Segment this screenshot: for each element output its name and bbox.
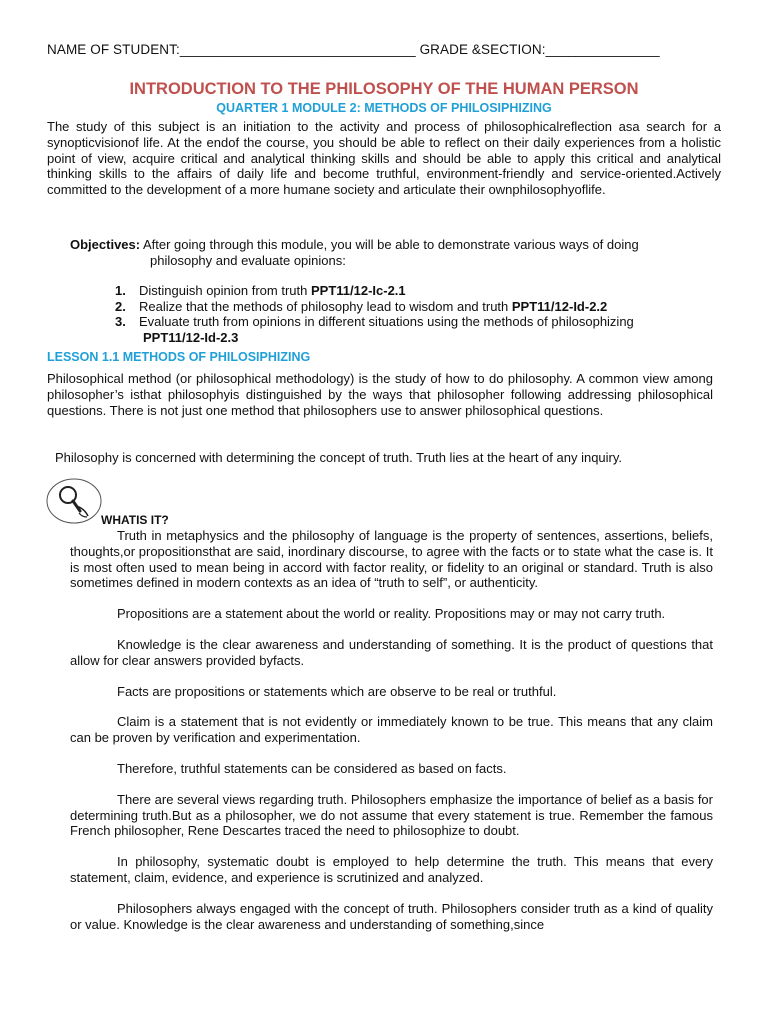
body-section <box>70 528 713 932</box>
student-info-line <box>47 42 660 57</box>
method-section <box>47 371 713 418</box>
truth-statement: Philosophy is concerned with determining the concept of truth. Truth lies at the heart of any inquiry. <box>55 450 623 465</box>
body-paragraph: Truth in metaphysics and the philosophy of language is the property of sentences, assertions, beliefs, thoughts,or propositionsthat are said, inordinary discourse, to agree with the facts or to state what the case is. It is most often used to mean being in accord with factor reality, or fidelity to an original or standard. Truth is also sometimes defined in modern contexts as an idea of “truth to self”, or authenticity. <box>70 528 713 591</box>
name-label: NAME OF STUDENT: <box>47 42 180 57</box>
objectives-text-line2: philosophy and evaluate opinions: <box>150 252 346 268</box>
name-blank: _______________________________ <box>179 42 416 57</box>
competency-code: PPT11/12-Id-2.2 <box>511 298 608 314</box>
objectives-list <box>115 283 715 345</box>
intro-paragraph: The study of this subject is an initiation to the activity and process of philosophicalreflection asa search for a synopticvisionof life. At the endof the course, you should be able to reflect on their daily experiences from a holistic point of view, acquire critical and analytical thinking skills and should be able to apply this critical and analytical thinking skills to the affairs of daily life and become truthful, environment-friendly and service-oriented.Actively committed to the development of a more humane society and articulate their ownphilosophyoflife. <box>47 119 721 198</box>
competency-code: PPT11/12-Ic-2.1 <box>310 283 406 298</box>
objective-item: 3. Evaluate truth from opinions in different situations using the methods of philosophizing PPT11/12-Id-2.3 <box>115 314 634 345</box>
objectives-text-line1: After going through this module, you will be able to demonstrate various ways of doing <box>140 237 639 252</box>
grade-label: GRADE &SECTION: <box>419 42 546 57</box>
body-paragraph: Knowledge is the clear awareness and understanding of something. It is the product of questions that allow for clear answers provided byfacts. <box>70 636 713 668</box>
document-title: INTRODUCTION TO THE PHILOSOPHY OF THE HUMAN PERSON <box>129 80 639 98</box>
lesson-heading: LESSON 1.1 METHODS OF PHILOSIPHIZING <box>47 350 311 364</box>
body-paragraph: Philosophers always engaged with the concept of truth. Philosophers consider truth as a kind of quality or value. Knowledge is the clear awareness and understanding of something,since <box>70 900 713 932</box>
magnifier-icon <box>46 478 102 524</box>
module-subtitle: QUARTER 1 MODULE 2: METHODS OF PHILOSIPHIZING <box>216 101 552 115</box>
body-paragraph: Therefore, truthful statements can be considered as based on facts. <box>117 760 507 776</box>
objective-item: 1. Distinguish opinion from truth PPT11/12-Ic-2.1 <box>115 283 406 298</box>
objectives-intro <box>70 237 710 253</box>
whatis-heading: WHATIS IT? <box>101 513 169 527</box>
intro-section <box>47 119 721 198</box>
body-paragraph: Facts are propositions or statements which are observe to be real or truthful. <box>117 683 557 699</box>
body-paragraph: Propositions are a statement about the world or reality. Propositions may or may not carry truth. <box>117 606 666 622</box>
body-paragraph: There are several views regarding truth. Philosophers emphasize the importance of belief as a basis for determining truth.But as a philosopher, we do not assume that every statement is true. Remember the famous French philosopher, Rene Descartes traced the need to philosophize to doubt. <box>70 791 713 839</box>
grade-blank: _______________ <box>545 42 660 57</box>
objectives-label: Objectives: <box>70 237 141 252</box>
competency-code: PPT11/12-Id-2.3 <box>143 329 239 345</box>
body-paragraph: Claim is a statement that is not evidently or immediately known to be true. This means that any claim can be proven by verification and experimentation. <box>70 714 713 746</box>
truth-section <box>55 450 725 466</box>
body-paragraph: In philosophy, systematic doubt is employed to help determine the truth. This means that every statement, claim, evidence, and experience is scrutinized and analyzed. <box>70 854 713 885</box>
method-paragraph: Philosophical method (or philosophical methodology) is the study of how to do philosophy. A common view among philosopher’s isthat philosophyis distinguished by the ways that philosopher following addressing philosophical questions. There is not just one method that philosophers use to answer philosophical questions. <box>47 371 713 418</box>
objectives-section <box>70 237 710 269</box>
objectives-list-section <box>115 283 715 345</box>
objective-item: 2. Realize that the methods of philosophy lead to wisdom and truth PPT11/12-Id-2.2 <box>115 298 608 314</box>
